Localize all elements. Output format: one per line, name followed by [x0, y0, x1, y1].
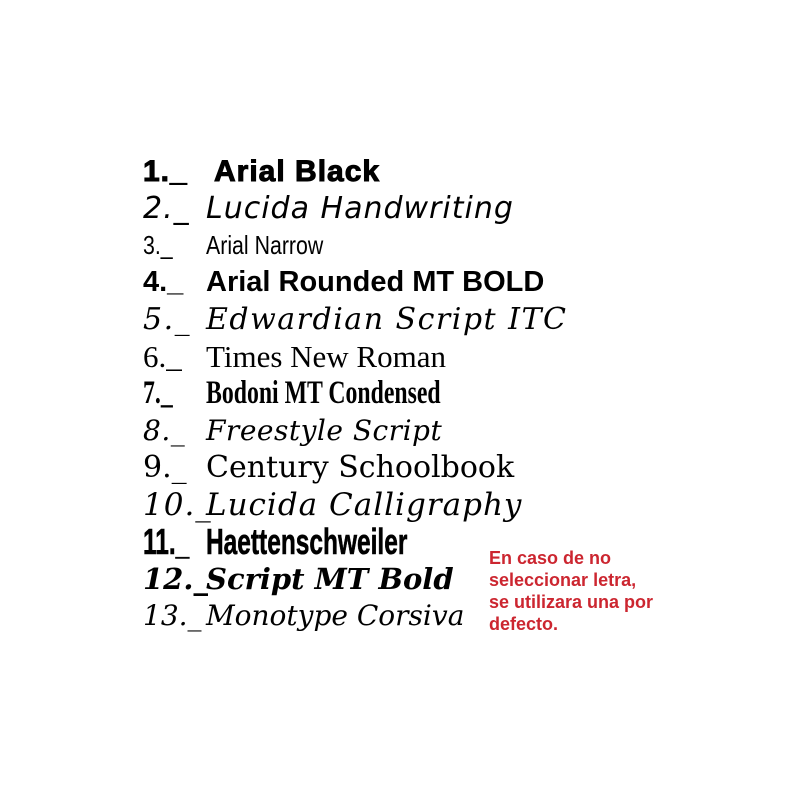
font-item-number: 10._ [143, 486, 212, 523]
font-item-name: Arial Black [214, 154, 381, 188]
font-item-number: 9._ [143, 450, 187, 485]
note-line: defecto. [489, 614, 559, 634]
font-list-item-arial-rounded [143, 264, 567, 301]
font-item-name: Monotype Corsiva [206, 599, 465, 632]
font-item-number: 1._ [143, 154, 188, 188]
font-item-name: Haettenschweiler [206, 520, 408, 562]
default-font-note [489, 547, 719, 635]
font-item-number: 2._ [143, 191, 190, 226]
font-item-name: Arial Narrow [206, 230, 324, 260]
font-item-name: Edwardian Script ITC [206, 302, 568, 337]
font-list-item-century-schoolbook [143, 449, 567, 486]
font-item-number: 7._ [143, 375, 173, 411]
font-item-number: 3._ [143, 230, 173, 260]
note-line: seleccionar letra, [489, 570, 637, 590]
font-item-name: Bodoni MT Condensed [206, 375, 441, 411]
font-item-number: 4._ [143, 266, 184, 298]
font-list-item-lucida-calligraphy [143, 486, 567, 523]
font-item-name: Script MT Bold [206, 561, 454, 596]
font-list-item-edwardian-script [143, 301, 567, 338]
font-list-item-lucida-handwriting [143, 190, 567, 227]
font-list-item-times-new-roman [143, 338, 567, 375]
font-list-item-freestyle-script [143, 412, 567, 449]
note-line: se utilizara una por [489, 592, 654, 612]
font-list-item-arial-narrow [143, 227, 567, 264]
note-line: En caso de no [489, 548, 612, 568]
font-item-number: 13._ [143, 599, 202, 632]
font-item-number: 8._ [143, 414, 186, 447]
font-item-number: 6._ [143, 338, 182, 374]
font-item-name: Times New Roman [206, 338, 446, 374]
font-list-item-bodoni-condensed [143, 375, 567, 412]
font-item-number: 11._ [143, 520, 190, 562]
font-list-item-arial-black [143, 153, 567, 190]
font-item-name: Freestyle Script [206, 414, 443, 447]
font-item-name: Lucida Handwriting [206, 191, 514, 226]
font-item-name: Arial Rounded MT BOLD [206, 266, 545, 298]
font-item-number: 5._ [143, 302, 192, 337]
font-item-name: Century Schoolbook [206, 450, 515, 485]
font-item-number: 12._ [143, 561, 208, 596]
font-item-name: Lucida Calligraphy [206, 486, 523, 523]
